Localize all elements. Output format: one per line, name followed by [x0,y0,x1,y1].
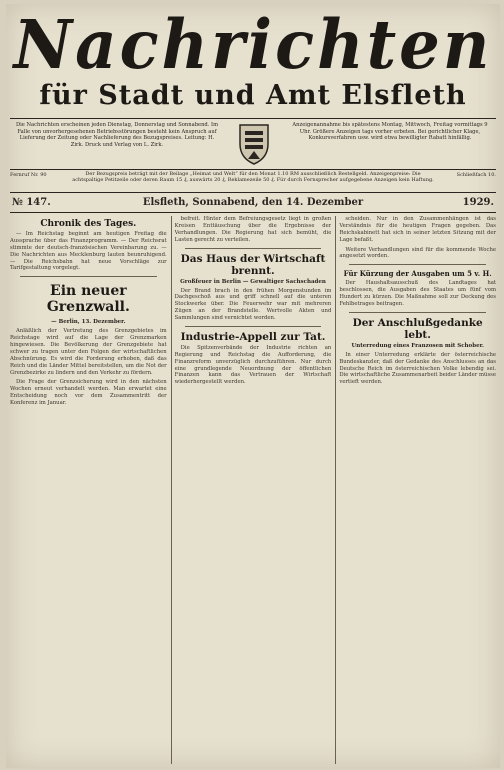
article-text: befreit. Hinter dem Befreiungsgesetz liegt in großen Kreisen Enttäuschung über die Ergebnisse der Verhandlungen. Die Regierung hat sich bemüht, die Lasten gerecht zu verteilen. [174,216,332,243]
divider [20,276,157,277]
headline-grenzwall: Ein neuer Grenzwall. [46,283,130,316]
article-text: Weitere Verhandlungen sind für die kommende Woche angesetzt worden. [339,246,497,260]
article-subheadline: Großfeuer in Berlin — Gewaltiger Sachschaden [180,278,326,285]
article-dateline: — Berlin, 13. Dezember. [51,319,126,326]
info-bar [10,118,496,170]
article-text: Die Spitzenverbände der Industrie richten an Regierung und Reichstag die Aufforderung, die Finanzreform unverzüglich durchzuführen. Nur durch eine grundlegende Neuordnung der öffentlichen Finanzen kann das Vertrauen der Wirtschaft wiederhergestellt werden. [174,344,332,386]
post-box: Schließfach 10. [456,172,496,178]
article-text: In einer Unterredung erklärte der österreichische Bundeskanzler, daß der Gedanke des Anschlusses an das Deutsche Reich im österreichischen Volke lebendig sei. Die wirtschaftliche Zusammenarbeit beider Länder müsse vertieft werden. [339,351,497,386]
divider [349,312,486,313]
headline-industrie: Industrie-Appell zur Tat. [180,330,326,343]
article-text: Anläßlich der Vertretung des Grenzgebietes im Reichstage wird auf die Lage der Grenzmarken hingewiesen. Die Bevölkerung der Grenzgebiete hat schwer zu tragen unter den Folgen der wirtschaftlichen Abschnürung. Es wird die Forderung erhoben, daß das Reich und die Länder Mittel bereitstellen, um die Not der Grenzbezirke zu lindern und den Verkehr zu fördern. [10,328,167,376]
headline-wirtschaft: Das Haus der Wirtschaft brennt. [180,252,326,277]
headline-kuerzung: Für Kürzung der Ausgaben um 5 v. H. [343,269,492,279]
issue-year: 1929. [462,197,494,208]
article-text: Die Frage der Grenzsicherung wird in den nächsten Wochen erneut verhandelt werden. Man erwartet eine Entscheidung noch vor dem Zusammentritt der Konferenz im Januar. [10,379,167,406]
divider [185,248,322,249]
headline-anschluss: Der Anschlußgedanke lebt. [352,316,483,341]
column-3 [335,216,496,764]
column-1 [10,216,167,764]
pricing-line [10,170,496,193]
publication-info: Die Nachrichten erscheinen jeden Dienstag, Donnerstag und Sonnabend. Im Falle von unvorhergesehenen Betriebsstörungen besteht kein Anspruch auf Lieferung der Zeitung oder Nachlieferung des Bezugspreises. Leitung: H. Zirk. Druck und Verlag von L. Zirk. [15,122,219,148]
masthead [6,8,500,111]
divider [349,264,486,265]
coat-of-arms-icon [224,119,284,169]
article-columns [10,216,496,764]
issue-date: Elsfleth, Sonnabend, den 14. Dezember [142,197,364,208]
newspaper-page [6,4,500,768]
advertising-info: Anzeigenannahme bis spätestens Montag, Mittwoch, Freitag vormittags 9 Uhr. Größere Anzeigen tags vorher erbeten. Bei gerichtlicher Klage, Konkursverfahren usw. wird etwa bewilligter Rabatt hinfällig. [292,122,488,141]
dateline [10,194,496,213]
column-2 [171,216,332,764]
article-text: Der Brand brach in den frühen Morgenstunden im Dachgeschoß aus und griff schnell auf die unteren Stockwerke über. Die Feuerwehr war mit mehreren Zügen an der Brandstelle. Wertvolle Akten und Sammlungen sind vernichtet worden. [174,287,332,321]
phone-number: Fernruf Nr. 90 [10,172,47,178]
article-subheadline: Unterredung eines Franzosen mit Schober. [351,342,484,349]
article-text: Der Haushaltsausschuß des Landtages hat beschlossen, die Ausgaben des Staates um fünf vom Hundert zu kürzen. Die Maßnahme soll zur Deckung des Fehlbetrages beitragen. [339,280,497,307]
newspaper-title: Nachrichten [13,6,493,85]
article-text: — Im Reichstag beginnt am heutigen Freitag die Aussprache über das Finanzprogramm. — Der Reichsrat stimmte der deutsch-französischen Vereinbarung zu. — Die Nachrichten aus Mecklenburg lauten beunruhigend. — Die Reichsbahn hat neue Vorschläge zur Tarifgestaltung vorgelegt. [10,231,167,272]
pricing-text: Der Bezugspreis beträgt mit der Beilage „Heimat und Welt“ für den Monat 1.10 RM ausschließlich Bestellgeld. Anzeigenpreise: Die achtspaltige Petitzeile oder deren Raum 15 ₰, auswärts 20 ₰, Reklamezeile 50 ₰. Für durch Fernsprecher aufgegebene Anzeigen kein Haftung. [72,171,434,183]
divider [185,326,322,327]
issue-number: № 147. [12,197,51,208]
article-text: scheiden. Nur in den Zusammenhängen ist das Verständnis für die heutigen Fragen gegeben. Das Reichskabinett hat sich in seiner letzten Sitzung mit der Lage befaßt. [339,216,497,243]
headline-chronik: Chronik des Tages. [40,219,137,229]
newspaper-subtitle: für Stadt und Amt Elsfleth [39,80,467,111]
